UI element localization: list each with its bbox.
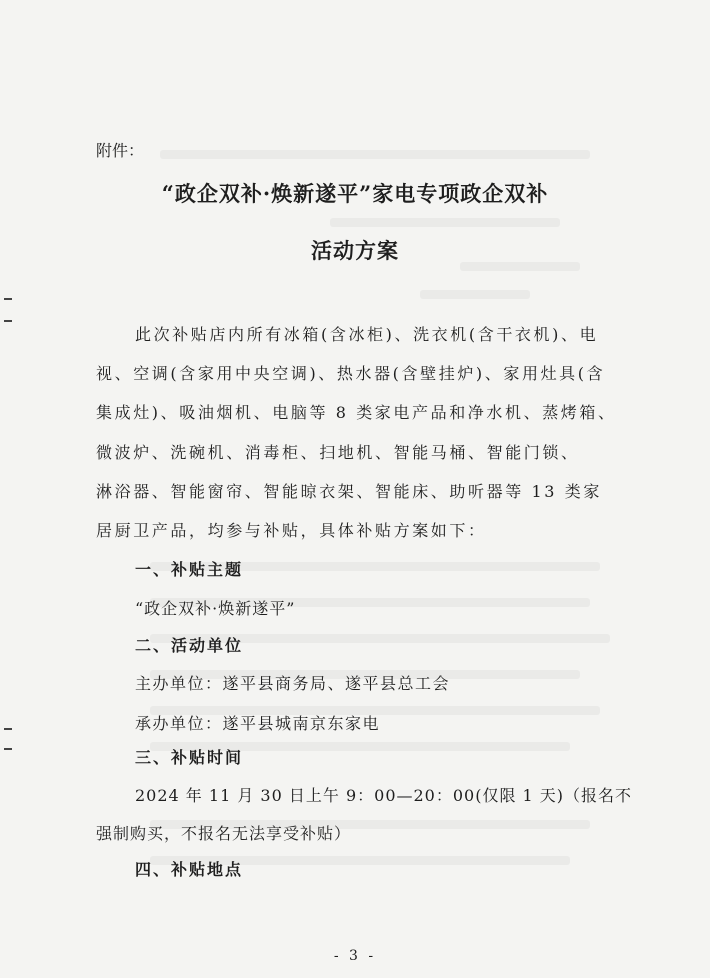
intro-paragraph-line: 居厨卫产品，均参与补贴，具体补贴方案如下：: [96, 521, 487, 540]
document-title-line1: “政企双补·焕新遂平”家电专项政企双补: [161, 181, 549, 206]
intro-paragraph-line: 微波炉、洗碗机、消毒柜、扫地机、智能马桶、智能门锁、: [96, 443, 580, 462]
host-unit-text: 主办单位：遂平县商务局、遂平县总工会: [135, 674, 451, 693]
attachment-label: 附件：: [96, 141, 145, 160]
section-heading-theme: 一、补贴主题: [135, 560, 244, 579]
organizer-unit-text: 承办单位：遂平县城南京东家电: [135, 714, 381, 733]
binding-mark: [4, 320, 12, 322]
subsidy-theme-text: “政企双补·焕新遂平”: [135, 599, 296, 618]
binding-mark: [4, 748, 12, 750]
subsidy-time-line: 2024 年 11 月 30 日上午 9：00—20：00(仅限 1 天)（报名不: [135, 786, 633, 805]
binding-mark: [4, 728, 12, 730]
section-heading-location: 四、补贴地点: [135, 860, 244, 879]
section-heading-time: 三、补贴时间: [135, 748, 244, 767]
section-heading-units: 二、活动单位: [135, 636, 244, 655]
subsidy-time-line: 强制购买，不报名无法享受补贴）: [96, 824, 352, 843]
intro-paragraph-line: 此次补贴店内所有冰箱(含冰柜)、洗衣机(含干衣机)、电: [135, 325, 599, 344]
binding-mark: [4, 298, 12, 300]
intro-paragraph-line: 集成灶)、吸油烟机、电脑等 8 类家电产品和净水机、蒸烤箱、: [96, 403, 617, 422]
document-title-line2: 活动方案: [311, 238, 399, 263]
intro-paragraph-line: 视、空调(含家用中央空调)、热水器(含壁挂炉)、家用灶具(含: [96, 364, 606, 383]
intro-paragraph-line: 淋浴器、智能窗帘、智能晾衣架、智能床、助听器等 13 类家: [96, 482, 602, 501]
page-number: - 3 -: [333, 948, 377, 964]
